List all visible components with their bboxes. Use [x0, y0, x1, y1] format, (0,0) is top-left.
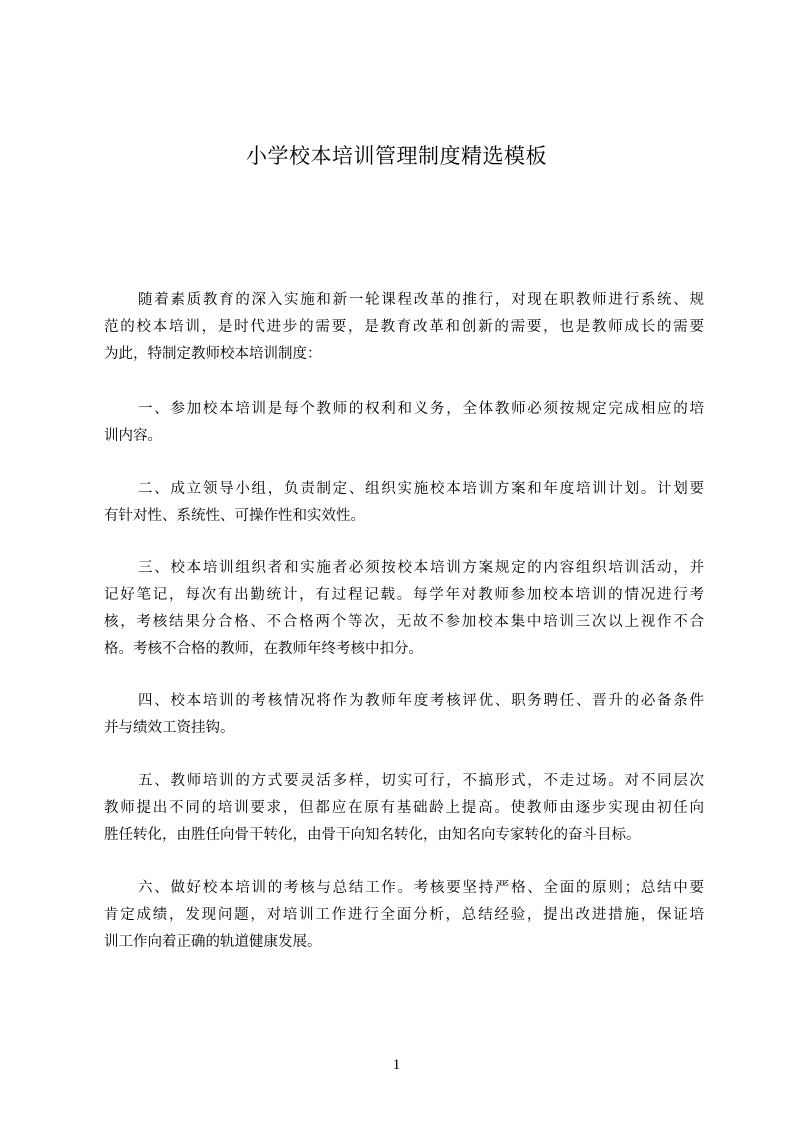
text-line: 有针对性、系统性、可操作性和实效性。	[104, 508, 365, 524]
text-line: 记好笔记，每次有出勤统计，有过程记载。每学年对教师参加校本培训的情况进行考	[104, 587, 704, 603]
text-line: 核，考核结果分合格、不合格两个等次，无故不参加校本集中培训三次以上视作不合	[104, 614, 704, 630]
document-title: 小学校本培训管理制度精选模板	[246, 144, 547, 168]
text-line: 胜任转化，由胜任向骨干转化，由骨干向知名转化，由知名向专家转化的奋斗目标。	[104, 827, 641, 843]
text-line: 随着素质教育的深入实施和新一轮课程改革的推行，对现在职教师进行系统、规	[138, 292, 704, 308]
text-line: 四、校本培训的考核情况将作为教师年度考核评优、职务聘任、晋升的必备条件	[138, 693, 704, 709]
text-line: 二、成立领导小组，负责制定、组织实施校本培训方案和年度培训计划。计划要	[138, 481, 704, 497]
text-line: 训内容。	[104, 428, 162, 444]
page-number: 1	[392, 1057, 401, 1073]
text-line: 三、校本培训组织者和实施者必须按校本培训方案规定的内容组织培训活动，并	[138, 560, 704, 576]
text-line: 训工作向着正确的轨道健康发展。	[104, 934, 322, 950]
text-line: 六、做好校本培训的考核与总结工作。考核要坚持严格、全面的原则；总结中要	[138, 880, 704, 896]
text-line: 教师提出不同的培训要求，但都应在原有基础龄上提高。使教师由逐步实现由初任向	[104, 800, 704, 816]
text-line: 五、教师培训的方式要灵活多样，切实可行，不搞形式，不走过场。对不同层次	[138, 773, 704, 789]
text-line: 范的校本培训，是时代进步的需要，是教育改革和创新的需要，也是教师成长的需要	[104, 319, 704, 335]
text-line: 格。考核不合格的教师，在教师年终考核中扣分。	[104, 641, 423, 657]
text-line: 并与绩效工资挂钩。	[104, 720, 235, 736]
text-line: 肯定成绩，发现问题，对培训工作进行全面分析，总结经验，提出改进措施，保证培	[104, 907, 704, 923]
text-line: 为此，特制定教师校本培训制度：	[104, 346, 322, 362]
text-line: 一、参加校本培训是每个教师的权利和义务，全体教师必须按规定完成相应的培	[138, 401, 704, 417]
